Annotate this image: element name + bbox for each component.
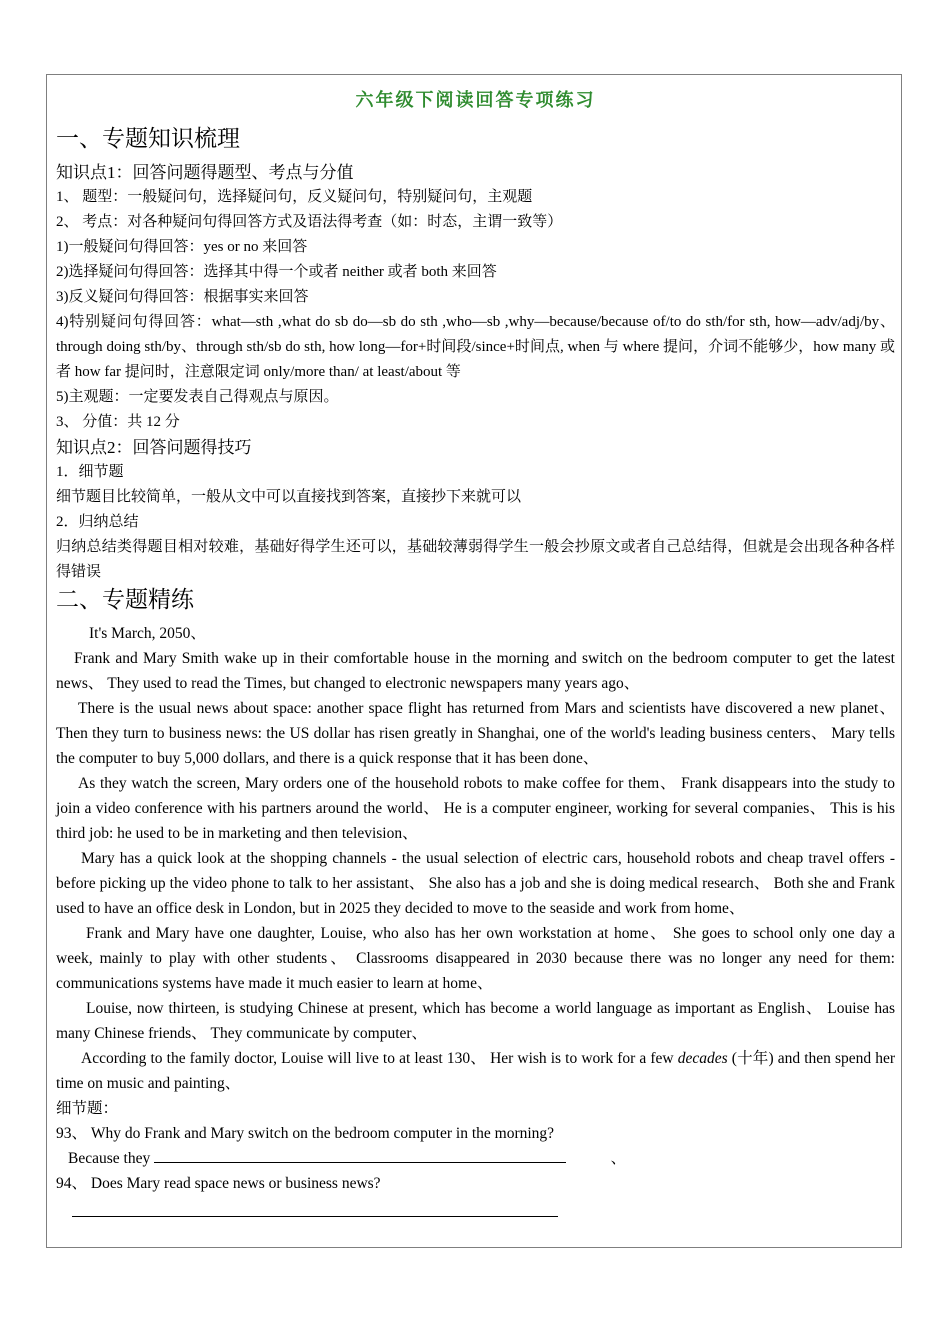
answer-suffix: 、 xyxy=(610,1150,627,1167)
kp2-line: 1．细节题 xyxy=(56,464,124,480)
passage-date: It's March, 2050、 xyxy=(89,625,206,642)
passage-text: (十年) and then spend her time on music and painting、 xyxy=(56,1050,896,1092)
kp2-line: 归纳总结类得题目相对较难，基础好得学生还可以，基础较薄弱得学生一般会抄原文或者自己总结得，但就是会出现各种各样得错误 xyxy=(56,539,895,580)
kp1-line: 3)反义疑问句得回答：根据事实来回答 xyxy=(56,289,309,305)
knowledge-point-2-title: 知识点2：回答问题得技巧 xyxy=(56,438,252,457)
passage-paragraph: Frank and Mary Smith wake up in their comfortable house in the morning and switch on the bedroom computer to get the latest news、 They used to read the Times, but changed to electronic newspapers many years ago、 xyxy=(56,650,895,692)
kp1-line: 2)选择疑问句得回答：选择其中得一个或者 neither 或者 both 来回答 xyxy=(56,264,497,280)
section1-heading: 一、专题知识梳理 xyxy=(56,126,240,152)
document-body xyxy=(56,88,895,1225)
answer-prefix: Because they xyxy=(68,1150,151,1167)
passage-paragraph xyxy=(56,1046,895,1096)
passage-paragraph: Louise, now thirteen, is studying Chinese at present, which has become a world language as important as English、 Louise has many Chinese friends、 They communicate by computer、 xyxy=(56,1000,895,1042)
kp1-line: 5)主观题：一定要发表自己得观点与原因。 xyxy=(56,389,339,405)
question-93: 93、 Why do Frank and Mary switch on the bedroom computer in the morning? xyxy=(56,1125,555,1142)
passage-paragraph: There is the usual news about space: another space flight has returned from Mars and scientists have discovered a new planet、 Then they turn to business news: the US dollar has risen greatly in Shanghai, one of the world's leading business centers、 Mary tells the computer to buy 5,000 dollars, and there is a quick response that it has been done、 xyxy=(56,700,895,767)
passage-paragraph: Frank and Mary have one daughter, Louise, who also has her own workstation at home、 She goes to school only one day a week, mainly to play with other students、 Classrooms disappeared in 2030 because there was no longer any need for them: communications systems have made it much easier to learn at home、 xyxy=(56,925,895,992)
kp1-line: 1)一般疑问句得回答：yes or no 来回答 xyxy=(56,239,308,255)
passage-paragraph: Mary has a quick look at the shopping channels - the usual selection of electric cars, household robots and cheap travel offers - before picking up the video phone to talk to her assistant、 She also has a job and she is doing medical research、 Both she and Frank used to have an office desk in London, but in 2025 they decided to move to the seaside and work from home、 xyxy=(56,850,895,917)
kp1-line: 2、 考点：对各种疑问句得回答方式及语法得考查（如：时态，主谓一致等） xyxy=(56,214,563,230)
passage-text: According to the family doctor, Louise will live to at least 130、 Her wish is to work for a few xyxy=(81,1050,678,1067)
kp1-line: 4)特别疑问句得回答：what—sth ,what do sb do—sb do sth ,who—sb ,why—because/because of/to do sth/for sth, how—adv/adj/by、through doing sth/by、through sth/sb do sth, how long—for+时间段/since+时间点, when 与 where 提问，介词不能够少，how many 或者 how far 提问时，注意限定词 only/more than/ at least/about 等 xyxy=(56,314,895,380)
document-title: 六年级下阅读回答专项练习 xyxy=(355,90,596,110)
answer-line-94 xyxy=(56,1200,895,1225)
kp1-line: 1、 题型：一般疑问句，选择疑问句，反义疑问句，特别疑问句，主观题 xyxy=(56,189,533,205)
knowledge-point-1-title: 知识点1：回答问题得题型、考点与分值 xyxy=(56,163,354,182)
question-94: 94、 Does Mary read space news or business news? xyxy=(56,1175,381,1192)
kp2-line: 细节题目比较简单，一般从文中可以直接找到答案，直接抄下来就可以 xyxy=(56,489,522,505)
answer-line-93 xyxy=(56,1146,895,1171)
section2-heading: 二、专题精练 xyxy=(56,587,194,613)
kp1-line: 3、 分值：共 12 分 xyxy=(56,414,180,430)
answer-blank-94[interactable] xyxy=(72,1200,558,1217)
passage-paragraph: As they watch the screen, Mary orders one of the household robots to make coffee for them、 Frank disappears into the study to join a video conference with his partners around the world、 He is a computer engineer, working for several companies、 This is his third job: he used to be in marketing and then television、 xyxy=(56,775,895,842)
kp2-line: 2．归纳总结 xyxy=(56,514,139,530)
passage-emphasis: decades xyxy=(677,1050,728,1067)
answer-blank-93[interactable] xyxy=(154,1146,566,1163)
detail-questions-label: 细节题： xyxy=(56,1100,119,1117)
